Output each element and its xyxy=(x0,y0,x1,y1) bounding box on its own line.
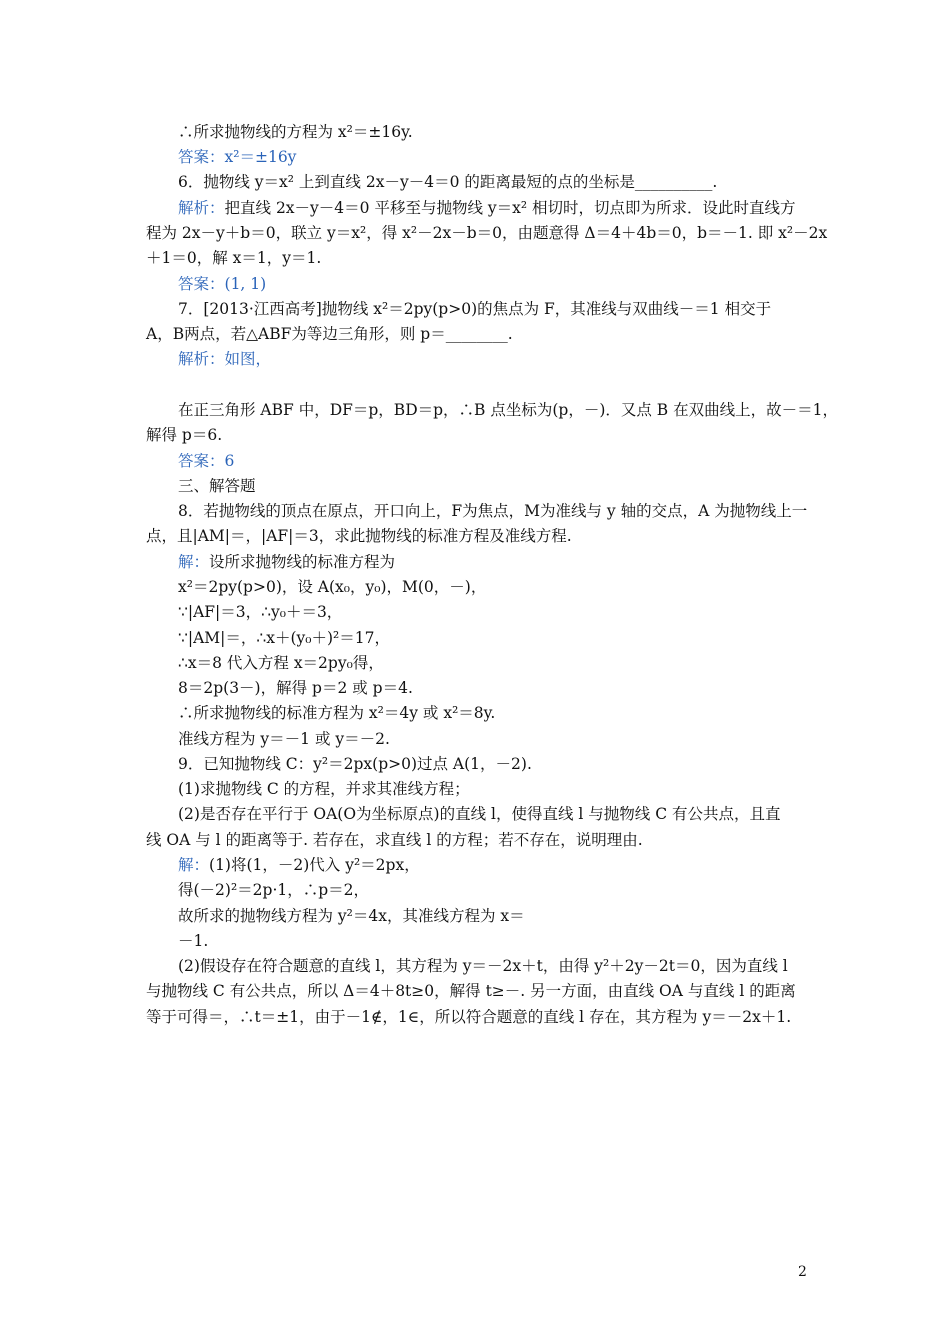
line-text: 等于可得＝，∴t＝±1，由于－1∉，1∈，所以符合题意的直线 l 存在，其方程为 y＝－2x＋1. xyxy=(146,1008,792,1026)
page-number: 2 xyxy=(798,1264,807,1280)
line-text: 8＝2p(3－)，解得 p＝2 或 p＝4. xyxy=(178,679,413,697)
text-line xyxy=(178,777,826,801)
line-text: x²＝2py(p>0)，设 A(x₀，y₀)，M(0，－)， xyxy=(178,578,487,596)
text-line xyxy=(178,752,826,776)
line-text: ∴x＝8 代入方程 x＝2py₀得， xyxy=(178,654,384,672)
text-line xyxy=(146,423,826,447)
line-text: 如图， xyxy=(224,350,272,368)
text-line xyxy=(178,398,838,422)
text-line xyxy=(178,727,826,751)
text-line xyxy=(178,575,826,599)
text-line xyxy=(178,449,826,473)
line-text: ∵|AF|＝3，∴y₀＋＝3， xyxy=(178,603,343,621)
text-line xyxy=(178,145,826,169)
line-text: －1. xyxy=(178,932,209,950)
text-line xyxy=(146,979,826,1003)
line-text: 准线方程为 y＝－1 或 y＝－2. xyxy=(178,730,390,748)
text-line xyxy=(146,322,826,346)
line-text: (2)是否存在平行于 OA(O为坐标原点)的直线 l，使得直线 l 与抛物线 C 有公共点，且直 xyxy=(178,805,781,823)
text-line xyxy=(146,524,826,548)
line-text: 与抛物线 C 有公共点，所以 Δ＝4＋8t≥0，解得 t≥－. 另一方面，由直线 OA 与直线 l 的距离 xyxy=(146,982,796,1000)
line-text: 程为 2x－y＋b＝0，联立 y＝x²，得 x²－2x－b＝0，由题意得 Δ＝4＋4b＝0，b＝－1. 即 x²－2x xyxy=(146,224,828,242)
line-text: 把直线 2x－y－4＝0 平移至与抛物线 y＝x² 相切时，切点即为所求．设此时直线方 xyxy=(224,199,796,217)
answer-label: 解： xyxy=(178,553,210,571)
text-line xyxy=(178,853,826,877)
line-text: 8．若抛物线的顶点在原点，开口向上，F为焦点，M为准线与 y 轴的交点，A 为抛物线上一 xyxy=(178,502,808,520)
answer-label: 解： xyxy=(178,856,210,874)
text-line xyxy=(178,954,826,978)
text-line xyxy=(178,904,826,928)
line-text: 三、解答题 xyxy=(178,477,256,495)
line-text: 设所求抛物线的标准方程为 xyxy=(209,553,396,571)
line-text: ∴所求抛物线的方程为 x²＝±16y. xyxy=(178,123,413,141)
line-text: (1)将(1，－2)代入 y²＝2px， xyxy=(209,856,420,874)
text-line xyxy=(178,929,826,953)
text-line xyxy=(178,474,826,498)
text-line xyxy=(146,246,826,270)
answer-label: 答案： xyxy=(178,452,225,470)
line-text: 在正三角形 ABF 中，DF＝p，BD＝p，∴B 点坐标为(p，－)．又点 B 在双曲线上，故－＝1， xyxy=(178,401,838,419)
answer-label: 解析： xyxy=(178,199,225,217)
text-line xyxy=(178,347,826,371)
text-line xyxy=(178,878,826,902)
text-line xyxy=(178,196,826,220)
answer-label: 解析： xyxy=(178,350,225,368)
line-text: ∵|AM|＝，∴x＋(y₀＋)²＝17， xyxy=(178,629,390,647)
line-text: 线 OA 与 l 的距离等于. 若存在，求直线 l 的方程；若不存在，说明理由. xyxy=(146,831,643,849)
line-text: 点，且|AM|＝，|AF|＝3，求此抛物线的标准方程及准线方程. xyxy=(146,527,572,545)
text-line xyxy=(178,651,826,675)
text-line xyxy=(178,676,826,700)
text-line xyxy=(178,802,826,826)
text-line xyxy=(146,1005,826,1029)
text-line xyxy=(146,828,826,852)
line-text: 6 xyxy=(224,452,235,470)
line-text: 解得 p＝6. xyxy=(146,426,223,444)
text-line xyxy=(178,120,826,144)
line-text: 得(－2)²＝2p·1，∴p＝2， xyxy=(178,881,370,899)
text-line xyxy=(178,297,826,321)
text-line xyxy=(178,550,826,574)
answer-label: 答案： xyxy=(178,148,225,166)
line-text: (1, 1) xyxy=(224,275,267,293)
text-line xyxy=(178,626,826,650)
line-text: ∴所求抛物线的标准方程为 x²＝4y 或 x²＝8y. xyxy=(178,704,496,722)
answer-label: 答案： xyxy=(178,275,225,293)
text-line xyxy=(178,499,826,523)
text-line xyxy=(178,701,826,725)
line-text: A，B两点，若△ABF为等边三角形，则 p＝________. xyxy=(146,325,513,343)
text-line xyxy=(146,221,826,245)
line-text: 6．抛物线 y＝x² 上到直线 2x－y－4＝0 的距离最短的点的坐标是__________. xyxy=(178,173,718,191)
text-line xyxy=(178,600,826,624)
line-text: 故所求的抛物线方程为 y²＝4x，其准线方程为 x＝ xyxy=(178,907,525,925)
line-text: 7．[2013·江西高考]抛物线 x²＝2py(p>0)的焦点为 F，其准线与双曲线－＝1 相交于 xyxy=(178,300,772,318)
text-line xyxy=(178,170,826,194)
text-line xyxy=(178,272,826,296)
line-text: x²＝±16y xyxy=(224,148,297,166)
line-text: 9．已知抛物线 C：y²＝2px(p>0)过点 A(1，－2). xyxy=(178,755,532,773)
line-text: (1)求抛物线 C 的方程，并求其准线方程； xyxy=(178,780,470,798)
line-text: ＋1＝0，解 x＝1，y＝1. xyxy=(146,249,322,267)
line-text: (2)假设存在符合题意的直线 l，其方程为 y＝－2x＋t，由得 y²＋2y－2t＝0，因为直线 l xyxy=(178,957,788,975)
